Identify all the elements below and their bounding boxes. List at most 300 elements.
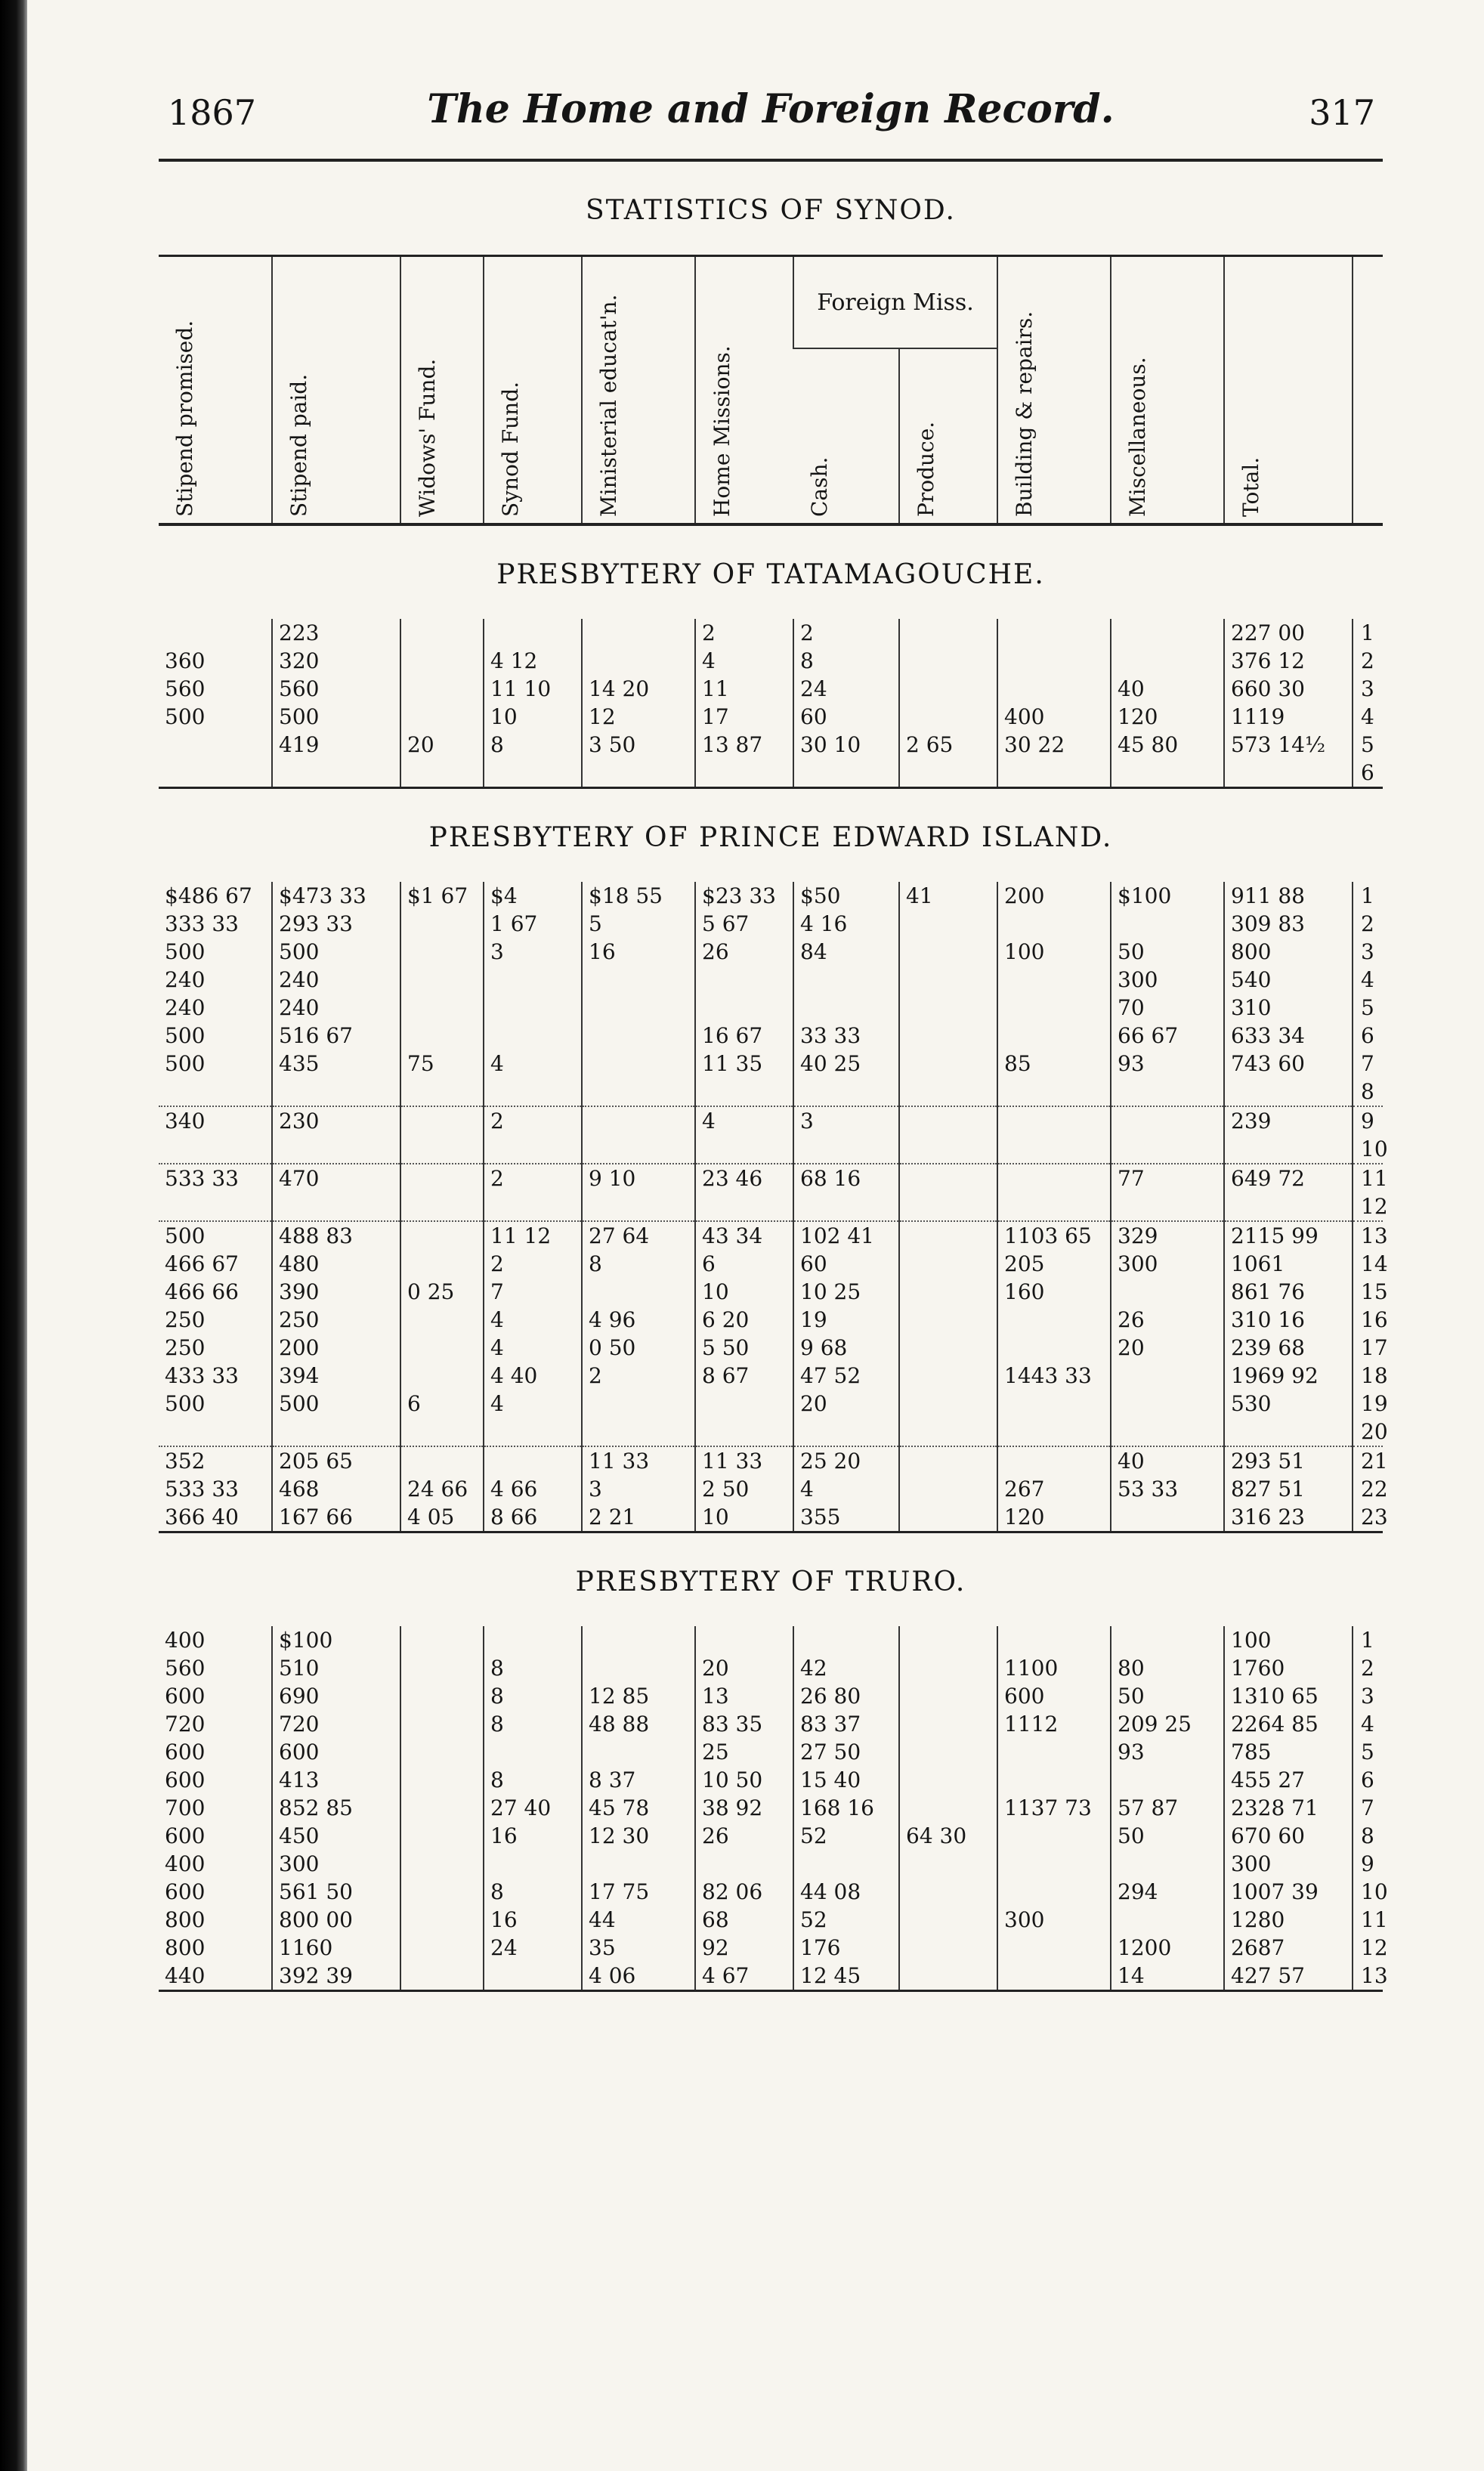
table-cell: [899, 1022, 997, 1050]
table-cell: [997, 966, 1111, 994]
table-cell: [997, 1135, 1111, 1164]
table-cell: 1137 73: [997, 1794, 1111, 1822]
table-cell: 24: [793, 675, 899, 703]
table-cell: 1280: [1224, 1906, 1353, 1934]
table-cell: 13 87: [695, 731, 793, 759]
table-cell: 4: [695, 647, 793, 675]
table-cell: $50: [793, 882, 899, 910]
table-cell: [695, 966, 793, 994]
table-cell: $1 67: [400, 882, 484, 910]
table-row: [159, 1334, 1383, 1362]
table-cell: [484, 1738, 582, 1766]
table-cell: [582, 1135, 695, 1164]
table-cell: [582, 1738, 695, 1766]
table-cell: 5 67: [695, 910, 793, 938]
table-cell: 33 33: [793, 1022, 899, 1050]
table-cell: 413: [272, 1766, 400, 1794]
table-cell: 44 08: [793, 1878, 899, 1906]
table-cell: 8 37: [582, 1766, 695, 1794]
table-row: [159, 1822, 1383, 1850]
table-cell: 167 66: [272, 1503, 400, 1532]
table-cell: [695, 1850, 793, 1878]
table-row: [159, 1164, 1383, 1192]
table-cell: 205: [997, 1250, 1111, 1278]
table-cell: 27 50: [793, 1738, 899, 1766]
table-cell: [899, 1078, 997, 1106]
row-number: 11: [1353, 1906, 1383, 1934]
table-row: [159, 1192, 1383, 1221]
table-cell: 12: [582, 703, 695, 731]
table-cell: 168 16: [793, 1794, 899, 1822]
table-cell: [400, 1334, 484, 1362]
table-cell: 250: [165, 1307, 206, 1332]
table-cell: 1 67: [484, 910, 582, 938]
table-cell: [899, 1710, 997, 1738]
row-number: 6: [1353, 759, 1383, 788]
table-cell: 660 30: [1224, 675, 1353, 703]
row-number: 5: [1353, 731, 1383, 759]
table-cell: 4 66: [484, 1475, 582, 1503]
table-cell: 70: [1111, 994, 1224, 1022]
table-cell: 120: [997, 1503, 1111, 1532]
table-cell: [1111, 1626, 1224, 1654]
table-row: [159, 675, 1383, 703]
table-cell: 720: [165, 1712, 206, 1737]
table-cell: [997, 1164, 1111, 1192]
table-cell: 600: [165, 1767, 206, 1792]
table-cell: 8: [484, 731, 582, 759]
row-number: 11: [1353, 1164, 1383, 1192]
table-cell: 360: [165, 648, 206, 673]
table-cell: [899, 1906, 997, 1934]
table-cell: [1111, 1362, 1224, 1390]
row-number: 10: [1353, 1878, 1383, 1906]
table-cell: [272, 1192, 400, 1221]
table-cell: [793, 966, 899, 994]
table-cell: [899, 675, 997, 703]
table-row: [159, 910, 1383, 938]
table-cell: [899, 910, 997, 938]
table-row: [159, 1794, 1383, 1822]
table-cell: 57 87: [1111, 1794, 1224, 1822]
table-cell: 85: [997, 1050, 1111, 1078]
table-cell: 560: [165, 676, 206, 701]
table-cell: [899, 1962, 997, 1991]
table-cell: [997, 1078, 1111, 1106]
table-cell: [899, 1626, 997, 1654]
table-cell: [400, 1626, 484, 1654]
section-heading-presbytery-of-prince-edward-island: PRESBYTERY OF PRINCE EDWARD ISLAND.: [428, 822, 1113, 853]
table-cell: [997, 1766, 1111, 1794]
table-cell: [582, 1050, 695, 1078]
table-cell: [899, 759, 997, 788]
table-cell: 8: [582, 1250, 695, 1278]
table-cell: 5 50: [695, 1334, 793, 1362]
table-cell: 4 16: [793, 910, 899, 938]
table-row: [159, 1390, 1383, 1418]
table-cell: 500: [165, 1223, 206, 1248]
table-cell: [899, 1135, 997, 1164]
row-number: 1: [1353, 882, 1383, 910]
table-cell: 2 65: [899, 731, 997, 759]
table-cell: 4 67: [695, 1962, 793, 1991]
row-number: 2: [1353, 910, 1383, 938]
table-cell: [997, 1306, 1111, 1334]
row-number: 2: [1353, 1654, 1383, 1682]
table-cell: 227 00: [1224, 619, 1353, 647]
table-cell: 600: [165, 1879, 206, 1904]
table-row: [159, 1626, 1383, 1654]
table-cell: 720: [272, 1710, 400, 1738]
table-cell: [997, 1022, 1111, 1050]
table-cell: 26: [1111, 1306, 1224, 1334]
table-cell: 355: [793, 1503, 899, 1532]
table-cell: 45 80: [1111, 731, 1224, 759]
table-cell: [899, 1050, 997, 1078]
table-cell: 4: [484, 1306, 582, 1334]
table-cell: 293 33: [272, 910, 400, 938]
table-cell: [899, 1278, 997, 1306]
table-cell: [400, 1078, 484, 1106]
table-row: [159, 994, 1383, 1022]
table-cell: [899, 1362, 997, 1390]
table-cell: 8: [484, 1766, 582, 1794]
table-cell: 4 05: [400, 1503, 484, 1532]
table-cell: [400, 703, 484, 731]
table-cell: 488 83: [272, 1221, 400, 1250]
table-cell: 0 25: [400, 1278, 484, 1306]
table-cell: 13: [695, 1682, 793, 1710]
table-cell: [272, 1078, 400, 1106]
table-cell: 4: [484, 1334, 582, 1362]
row-number: 13: [1353, 1221, 1383, 1250]
table-cell: 394: [272, 1362, 400, 1390]
table-cell: 500: [165, 704, 206, 729]
table-cell: 223: [272, 619, 400, 647]
table-cell: [899, 647, 997, 675]
table-cell: 6 20: [695, 1306, 793, 1334]
table-cell: 35: [582, 1934, 695, 1962]
row-number: 3: [1353, 938, 1383, 966]
page-edge-shadow: [0, 0, 27, 2471]
row-number: 1: [1353, 1626, 1383, 1654]
table-cell: 800: [1224, 938, 1353, 966]
table-cell: 38 92: [695, 1794, 793, 1822]
table-row: [159, 1446, 1383, 1475]
table-cell: [582, 1278, 695, 1306]
table-cell: 250: [165, 1335, 206, 1360]
table-cell: [272, 759, 400, 788]
table-cell: [997, 1850, 1111, 1878]
table-cell: [484, 966, 582, 994]
table-row: [159, 1022, 1383, 1050]
table-cell: 52: [793, 1822, 899, 1850]
table-cell: 540: [1224, 966, 1353, 994]
table-row: [159, 1503, 1383, 1532]
table-cell: [997, 619, 1111, 647]
table-cell: 649 72: [1224, 1164, 1353, 1192]
table-cell: 3 50: [582, 731, 695, 759]
table-cell: [997, 1738, 1111, 1766]
table-cell: 68: [695, 1906, 793, 1934]
table-cell: 68 16: [793, 1164, 899, 1192]
table-cell: 43 34: [695, 1221, 793, 1250]
table-cell: 600: [165, 1740, 206, 1764]
table-cell: 93: [1111, 1738, 1224, 1766]
table-cell: 16: [582, 938, 695, 966]
table-cell: [159, 731, 272, 759]
table-cell: 433 33: [165, 1363, 239, 1388]
table-cell: 690: [272, 1682, 400, 1710]
table-cell: [997, 1106, 1111, 1135]
table-cell: [400, 1418, 484, 1446]
table-cell: 440: [165, 1963, 206, 1988]
table-cell: [582, 994, 695, 1022]
table-cell: $18 55: [582, 882, 695, 910]
section-table: [159, 1626, 1388, 1992]
table-cell: 8: [793, 647, 899, 675]
table-cell: 66 67: [1111, 1022, 1224, 1050]
table-cell: [582, 619, 695, 647]
table-cell: 230: [272, 1106, 400, 1135]
table-cell: 7: [484, 1278, 582, 1306]
table-cell: [695, 1390, 793, 1418]
table-cell: 8: [484, 1682, 582, 1710]
table-cell: [484, 1850, 582, 1878]
table-cell: 205 65: [272, 1446, 400, 1475]
table-cell: [695, 1078, 793, 1106]
table-cell: 1969 92: [1224, 1362, 1353, 1390]
table-cell: [997, 1390, 1111, 1418]
table-cell: $486 67: [165, 883, 252, 908]
table-cell: 1760: [1224, 1654, 1353, 1682]
table-cell: [899, 938, 997, 966]
table-cell: 1200: [1111, 1934, 1224, 1962]
row-number: 10: [1353, 1135, 1383, 1164]
table-cell: [899, 1334, 997, 1362]
presbytery-sections: [159, 559, 1388, 1992]
table-cell: [400, 1682, 484, 1710]
table-cell: [899, 1878, 997, 1906]
table-cell: [1224, 1135, 1353, 1164]
year: 1867: [168, 92, 257, 133]
table-cell: 294: [1111, 1878, 1224, 1906]
table-cell: 300: [1111, 966, 1224, 994]
table-cell: [899, 1850, 997, 1878]
table-cell: [484, 1626, 582, 1654]
table-cell: 17 75: [582, 1878, 695, 1906]
table-cell: [899, 1475, 997, 1503]
table-cell: [272, 1135, 400, 1164]
table-cell: [1111, 1192, 1224, 1221]
row-number: 4: [1353, 703, 1383, 731]
table-cell: [899, 1794, 997, 1822]
table-cell: 468: [272, 1475, 400, 1503]
row-number: 7: [1353, 1794, 1383, 1822]
table-cell: 419: [272, 731, 400, 759]
page-number: 317: [1309, 92, 1375, 133]
table-cell: 4: [484, 1050, 582, 1078]
table-cell: $473 33: [272, 882, 400, 910]
table-cell: 1007 39: [1224, 1878, 1353, 1906]
table-cell: [400, 1164, 484, 1192]
table-cell: [695, 1192, 793, 1221]
table-cell: 376 12: [1224, 647, 1353, 675]
table-cell: 83 37: [793, 1710, 899, 1738]
col-miscellaneous: Miscellaneous.: [1111, 256, 1224, 525]
table-cell: 600: [165, 1823, 206, 1848]
table-cell: 743 60: [1224, 1050, 1353, 1078]
table-cell: 20: [695, 1654, 793, 1682]
col-widows-fund: Widows' Fund.: [400, 256, 484, 525]
row-number: 13: [1353, 1962, 1383, 1991]
table-cell: 8: [484, 1654, 582, 1682]
col-ministerial-education: Ministerial educat'n.: [582, 256, 695, 525]
table-cell: 12 45: [793, 1962, 899, 1991]
table-cell: 320: [272, 647, 400, 675]
table-cell: [899, 1418, 997, 1446]
table-cell: $100: [1111, 882, 1224, 910]
table-cell: [997, 1446, 1111, 1475]
table-cell: [793, 1192, 899, 1221]
table-cell: $4: [484, 882, 582, 910]
table-cell: [400, 1850, 484, 1878]
row-number: 19: [1353, 1390, 1383, 1418]
table-row: [159, 1278, 1383, 1306]
table-cell: 1103 65: [997, 1221, 1111, 1250]
table-cell: 250: [272, 1306, 400, 1334]
table-cell: 27 64: [582, 1221, 695, 1250]
table-cell: 633 34: [1224, 1022, 1353, 1050]
table-cell: [400, 1766, 484, 1794]
table-cell: [400, 759, 484, 788]
row-number: 12: [1353, 1934, 1383, 1962]
table-cell: 392 39: [272, 1962, 400, 1991]
table-cell: [899, 1250, 997, 1278]
table-cell: [1111, 910, 1224, 938]
table-cell: [1224, 759, 1353, 788]
table-cell: [400, 619, 484, 647]
table-cell: 240: [272, 994, 400, 1022]
table-cell: [400, 1250, 484, 1278]
table-cell: [1111, 1418, 1224, 1446]
table-cell: [899, 994, 997, 1022]
row-number: 6: [1353, 1022, 1383, 1050]
table-cell: 4 40: [484, 1362, 582, 1390]
table-cell: 25: [695, 1738, 793, 1766]
table-cell: [997, 1192, 1111, 1221]
table-cell: [159, 619, 272, 647]
row-number: 9: [1353, 1106, 1383, 1135]
table-cell: [159, 1192, 272, 1221]
table-row: [159, 1682, 1383, 1710]
table-cell: 2687: [1224, 1934, 1353, 1962]
table-cell: [793, 994, 899, 1022]
table-row: [159, 938, 1383, 966]
table-cell: [400, 1446, 484, 1475]
table-cell: 25 20: [793, 1446, 899, 1475]
table-cell: 2 50: [695, 1475, 793, 1503]
table-cell: [400, 1654, 484, 1682]
table-cell: 200: [272, 1334, 400, 1362]
table-cell: 50: [1111, 1822, 1224, 1850]
table-cell: 5: [582, 910, 695, 938]
table-cell: [484, 1078, 582, 1106]
table-cell: 240: [165, 995, 206, 1020]
table-cell: [1111, 619, 1224, 647]
table-cell: [997, 1626, 1111, 1654]
table-cell: 26: [695, 938, 793, 966]
row-number: 8: [1353, 1822, 1383, 1850]
table-row: [159, 1962, 1383, 1991]
table-cell: 400: [165, 1851, 206, 1876]
section-table: [159, 619, 1383, 789]
table-cell: 100: [1224, 1626, 1353, 1654]
col-row-number: [1353, 256, 1383, 525]
table-cell: 300: [1111, 1250, 1224, 1278]
row-number: 5: [1353, 1738, 1383, 1766]
table-cell: [484, 1446, 582, 1475]
table-cell: 466 67: [165, 1251, 239, 1276]
running-head: [159, 76, 1383, 159]
table-cell: [899, 703, 997, 731]
table-cell: 4 12: [484, 647, 582, 675]
table-row: [159, 1106, 1383, 1135]
table-cell: 4 96: [582, 1306, 695, 1334]
table-cell: [484, 619, 582, 647]
table-cell: [484, 1962, 582, 1991]
table-cell: [793, 1850, 899, 1878]
table-cell: 3: [582, 1475, 695, 1503]
table-row: [159, 1475, 1383, 1503]
table-cell: 530: [1224, 1390, 1353, 1418]
table-cell: [1111, 1766, 1224, 1794]
row-number: 23: [1353, 1503, 1383, 1532]
col-stipend-paid: Stipend paid.: [272, 256, 400, 525]
section-heading-presbytery-of-truro: PRESBYTERY OF TRURO.: [575, 1566, 966, 1597]
table-cell: 9 10: [582, 1164, 695, 1192]
table-cell: [899, 1446, 997, 1475]
table-cell: 516 67: [272, 1022, 400, 1050]
row-number: 6: [1353, 1766, 1383, 1794]
table-cell: 533 33: [165, 1166, 239, 1191]
table-cell: [793, 759, 899, 788]
table-row: [159, 1906, 1383, 1934]
row-number: 22: [1353, 1475, 1383, 1503]
table-cell: 19: [793, 1306, 899, 1334]
table-cell: 600: [997, 1682, 1111, 1710]
table-cell: 10: [695, 1278, 793, 1306]
row-number: 2: [1353, 647, 1383, 675]
table-cell: [582, 1654, 695, 1682]
table-cell: 160: [997, 1278, 1111, 1306]
col-foreign-missions: Foreign Miss.: [793, 256, 997, 349]
table-cell: 9 68: [793, 1334, 899, 1362]
table-cell: [400, 1878, 484, 1906]
table-cell: [400, 1794, 484, 1822]
table-cell: [159, 1078, 272, 1106]
table-cell: 3: [793, 1106, 899, 1135]
table-cell: 450: [272, 1822, 400, 1850]
table-cell: 500: [165, 1051, 206, 1076]
table-cell: 267: [997, 1475, 1111, 1503]
table-cell: [400, 1221, 484, 1250]
table-cell: [159, 1418, 272, 1446]
table-cell: [400, 1710, 484, 1738]
table-cell: 80: [1111, 1654, 1224, 1682]
table-cell: 11 12: [484, 1221, 582, 1250]
table-cell: 92: [695, 1934, 793, 1962]
